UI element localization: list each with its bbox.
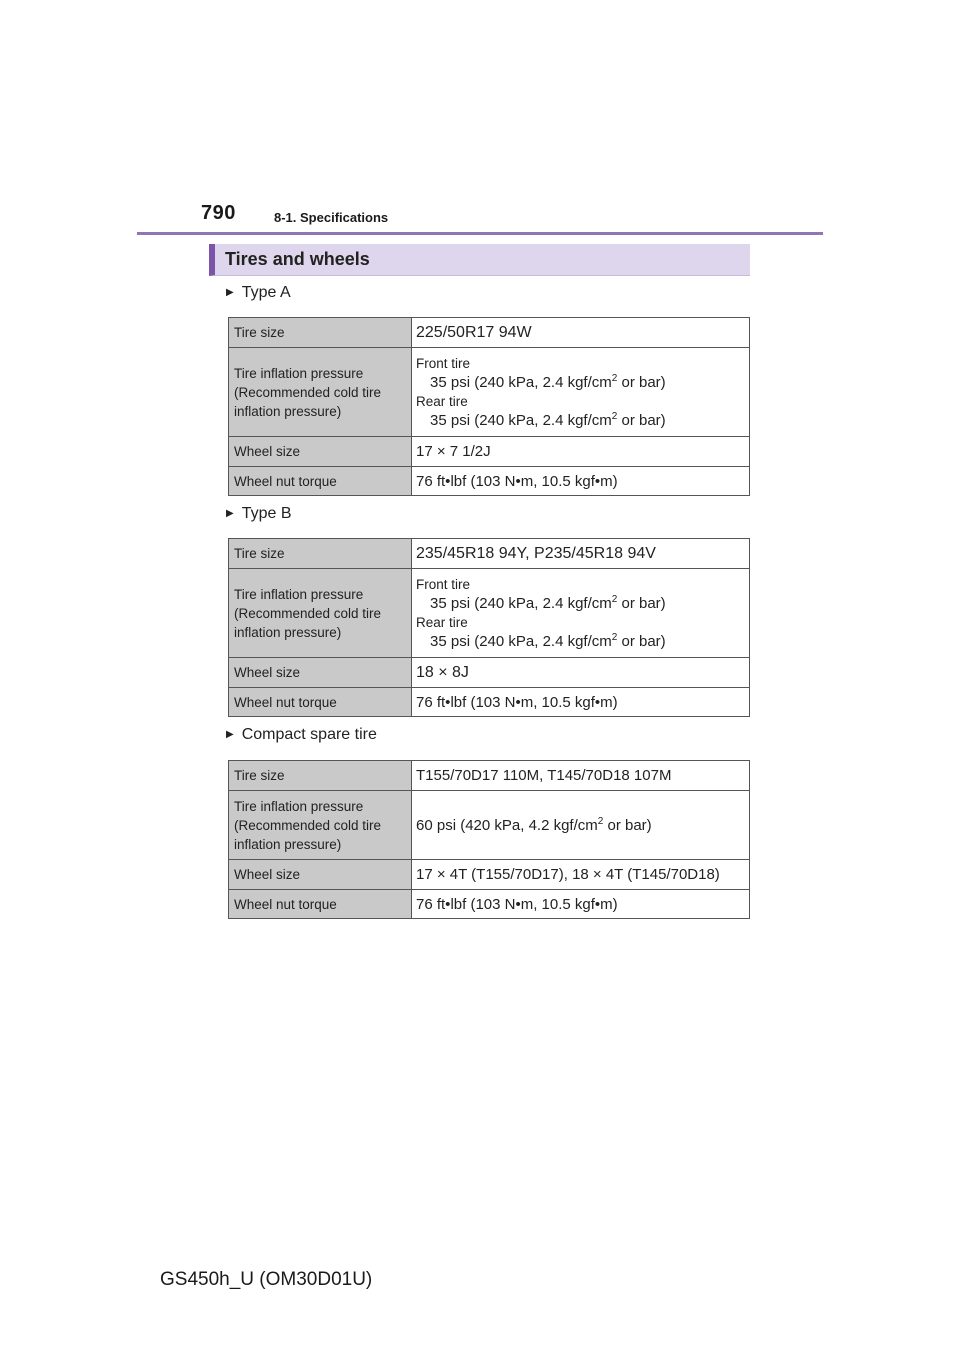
rear-tire-pressure: 35 psi (240 kPa, 2.4 kgf/$cm^2$ or bar) [430,632,666,650]
section-title: 8-1. Specifications [274,210,389,225]
wheel-nut-torque-label: Wheel nut torque [229,467,412,496]
inflation-pressure-value: 60 psi (420 kPa, 4.2 kgf/$cm^2$ or bar) [412,791,750,860]
tire-size-label: Tire size [229,761,412,791]
section-heading [209,244,750,276]
table-row [229,761,750,791]
compact-spare-text: Compact spare tire [241,726,377,743]
compact-spare-table [228,760,750,919]
pressure-label-line: inflation pressure) [234,836,342,852]
inflation-pressure-label [229,791,412,860]
wheel-nut-torque-label: Wheel nut torque [229,890,412,919]
type-b-text: Type B [241,505,292,522]
tire-size-value: T155/70D17 110M, T145/70D18 107M [412,761,750,791]
wheel-nut-torque-value: 76 ft•lbf (103 N•m, 10.5 kgf•m) [412,467,750,496]
inflation-pressure-label [229,348,412,437]
type-a-table [228,317,750,496]
table-row [229,658,750,688]
tire-size-value: 225/50R17 94W [412,318,750,348]
inflation-pressure-value [412,348,750,437]
type-b-table [228,538,750,717]
rear-tire-label: Rear tire [416,394,468,409]
pressure-label-line: Tire inflation pressure [234,365,364,381]
table-row [229,467,750,496]
rear-tire-pressure: 35 psi (240 kPa, 2.4 kgf/$cm^2$ or bar) [430,411,666,429]
tire-size-label: Tire size [229,539,412,569]
wheel-size-value: 17 × 4T (T155/70D17), 18 × 4T (T145/70D18) [412,860,750,890]
type-a-label [226,284,291,302]
arrow-right-icon: ▶ [226,729,234,740]
table-row [229,437,750,467]
table-row [229,318,750,348]
front-tire-label: Front tire [416,356,471,371]
wheel-nut-torque-label: Wheel nut torque [229,688,412,717]
wheel-nut-torque-value: 76 ft•lbf (103 N•m, 10.5 kgf•m) [412,890,750,919]
table-row [229,348,750,437]
manual-code: GS450h_U (OM30D01U) [160,1269,373,1290]
pressure-label-line: Tire inflation pressure [234,798,364,814]
arrow-right-icon: ▶ [226,287,234,298]
pressure-label-line: (Recommended cold tire [234,817,382,833]
wheel-size-value: 18 × 8J [412,658,750,688]
front-tire-label: Front tire [416,577,471,592]
table-row [229,688,750,717]
tire-size-label: Tire size [229,318,412,348]
type-b-label [226,505,292,523]
pressure-label-line: (Recommended cold tire [234,605,382,621]
wheel-size-label: Wheel size [229,437,412,467]
table-row [229,860,750,890]
arrow-right-icon: ▶ [226,508,234,519]
inflation-pressure-value [412,569,750,658]
inflation-pressure-label [229,569,412,658]
table-row [229,791,750,860]
wheel-size-label: Wheel size [229,658,412,688]
pressure-label-line: (Recommended cold tire [234,384,382,400]
wheel-size-value: 17 × 7 1/2J [412,437,750,467]
wheel-nut-torque-value: 76 ft•lbf (103 N•m, 10.5 kgf•m) [412,688,750,717]
rear-tire-label: Rear tire [416,615,468,630]
pressure-label-line: inflation pressure) [234,403,342,419]
pressure-label-line: Tire inflation pressure [234,586,364,602]
pressure-label-line: inflation pressure) [234,624,342,640]
wheel-size-label: Wheel size [229,860,412,890]
section-heading-text: Tires and wheels [225,249,370,269]
header-divider [137,232,823,235]
front-tire-pressure: 35 psi (240 kPa, 2.4 kgf/$cm^2$ or bar) [430,594,666,612]
front-tire-pressure: 35 psi (240 kPa, 2.4 kgf/$cm^2$ or bar) [430,373,666,391]
page-number: 790 [201,202,236,224]
type-a-text: Type A [241,284,291,301]
table-row [229,890,750,919]
tire-size-value: 235/45R18 94Y, P235/45R18 94V [412,539,750,569]
compact-spare-label [226,726,377,744]
table-row [229,569,750,658]
table-row [229,539,750,569]
